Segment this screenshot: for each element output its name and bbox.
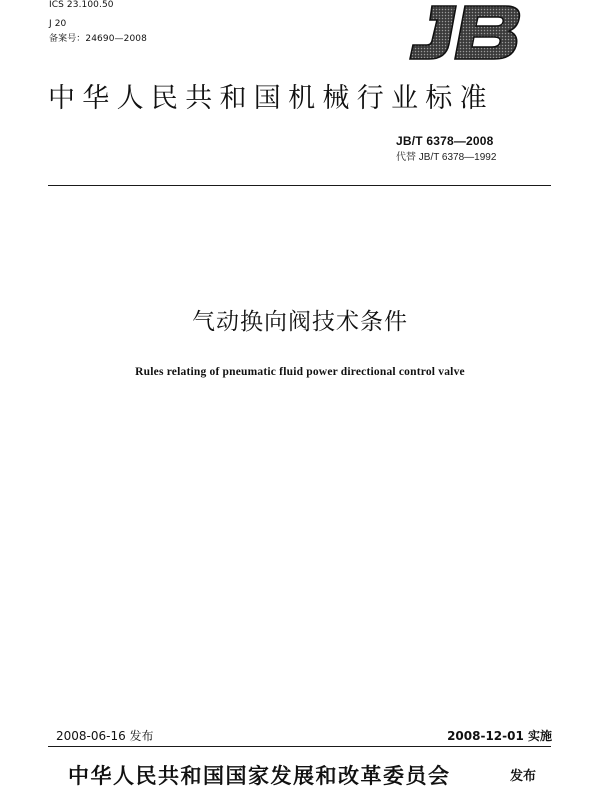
document-title-english: Rules relating of pneumatic fluid power directional control valve	[135, 366, 465, 378]
logo-letter-b	[455, 6, 519, 59]
logo-letter-j	[410, 6, 456, 59]
standard-number: JB/T 6378—2008	[396, 134, 494, 148]
record-number: 备案号：24690—2008	[49, 34, 147, 44]
replaced-standard: 代替 JB/T 6378—1992	[396, 152, 497, 163]
jb-logo	[402, 2, 524, 62]
top-divider	[48, 185, 551, 186]
ics-code: ICS 23.100.50	[49, 0, 114, 10]
organization-header: 中华人民共和国机械行业标准	[48, 83, 494, 114]
issuing-authority: 中华人民共和国国家发展和改革委员会	[68, 764, 451, 788]
issuing-authority-suffix: 发布	[510, 769, 537, 784]
issue-date: 2008-06-16 发布	[56, 729, 154, 743]
document-title-chinese: 气动换向阀技术条件	[192, 309, 408, 335]
classification-code: J 20	[49, 19, 67, 29]
bottom-divider	[48, 746, 551, 747]
implementation-date: 2008-12-01 实施	[447, 729, 552, 743]
